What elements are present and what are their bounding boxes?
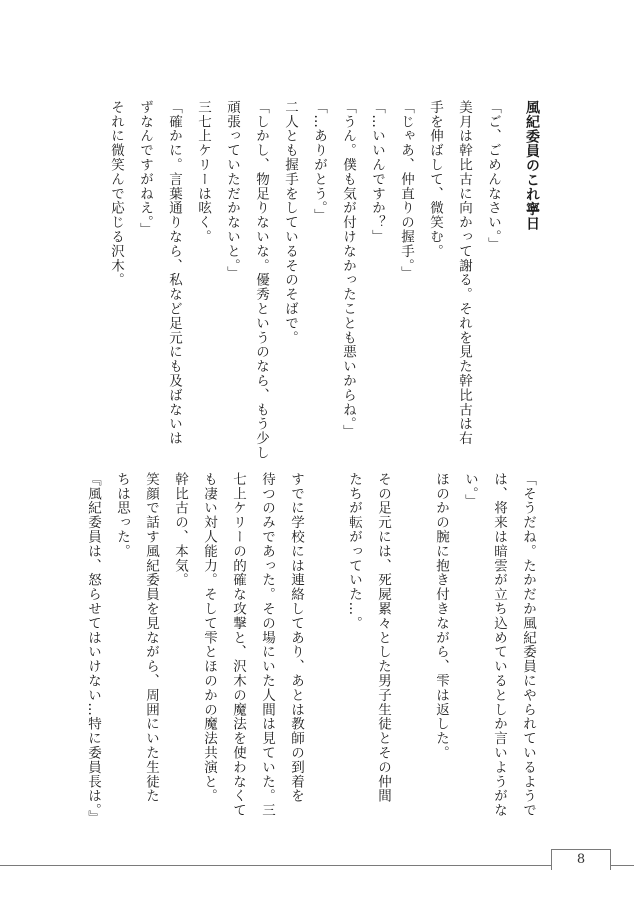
text-line: 「しかし、物足りないな。優秀というのなら、もう少し xyxy=(253,100,269,460)
text-line: 「確かに。言葉通りなら、私など足元にも及ばないは xyxy=(166,100,182,446)
blank-line xyxy=(397,472,426,817)
text-line: 二人とも握手をしているそのそばで。 xyxy=(282,100,298,345)
text-line: も凄い対人能力。そして雫とほのかの魔法共演と。 xyxy=(201,472,217,804)
text-line: ほのかの腕に抱き付きながら、雫は返した。 xyxy=(433,472,449,760)
text-line: は、将来は暗雲が立ち込めているとしか言いようがな xyxy=(491,472,507,818)
footer-rule xyxy=(0,865,634,866)
text-line: 待つのみであった。その場にいた人間は見ていた。三 xyxy=(259,472,275,818)
text-line: 「じゃあ、仲直りの握手。」 xyxy=(398,100,414,281)
text-line: 笑顔で話す風紀委員を見ながら、周囲にいた生徒た xyxy=(143,472,159,804)
text-line: 三七上ケリーは呟く。 xyxy=(195,100,211,244)
blank-line xyxy=(310,472,339,817)
text-line: 手を伸ばして、微笑む。 xyxy=(427,100,443,259)
text-line: い。」 xyxy=(462,472,478,509)
text-line: その足元には、死屍累々とした男子生徒とその仲間 xyxy=(375,472,391,804)
text-line: 頑張っていただかないと。」 xyxy=(224,100,240,281)
text-line: 幹比古の、本気。 xyxy=(172,472,188,588)
chapter-title: 風紀委員のこれ寧日 xyxy=(524,100,540,231)
page-number: 8 xyxy=(551,849,611,870)
text-line: それに微笑んで応じる沢木。 xyxy=(108,100,124,288)
text-line: たちが転がっていた…。 xyxy=(346,472,362,631)
text-line: 「ご、ごめんなさい。」 xyxy=(485,100,501,252)
text-line: 七上ケリーの的確な攻撃と、沢木の魔法を使わなくて xyxy=(230,472,246,818)
text-line: 「…いいんですか？」 xyxy=(369,100,385,244)
text-line: ちは思った。 xyxy=(114,472,130,559)
text-line: すでに学校には連絡してあり、あとは教師の到着を xyxy=(288,472,304,804)
text-line: 「…ありがとう。」 xyxy=(311,100,327,223)
text-line: 『風紀委員は、怒らせてはいけない…特に委員長は。』 xyxy=(85,472,101,826)
text-line: 「そうだね。たかだか風紀委員にやられているようで xyxy=(520,472,536,818)
text-line: 「うん。僕も気が付けなかったことも悪いからね。」 xyxy=(340,100,356,439)
text-line: ずなんですがねえ。」 xyxy=(137,100,153,238)
text-block-lower xyxy=(85,472,542,826)
text-line: 美月は幹比古に向かって謝る。それを見た幹比古は右 xyxy=(456,100,472,446)
text-block-upper xyxy=(76,100,546,460)
